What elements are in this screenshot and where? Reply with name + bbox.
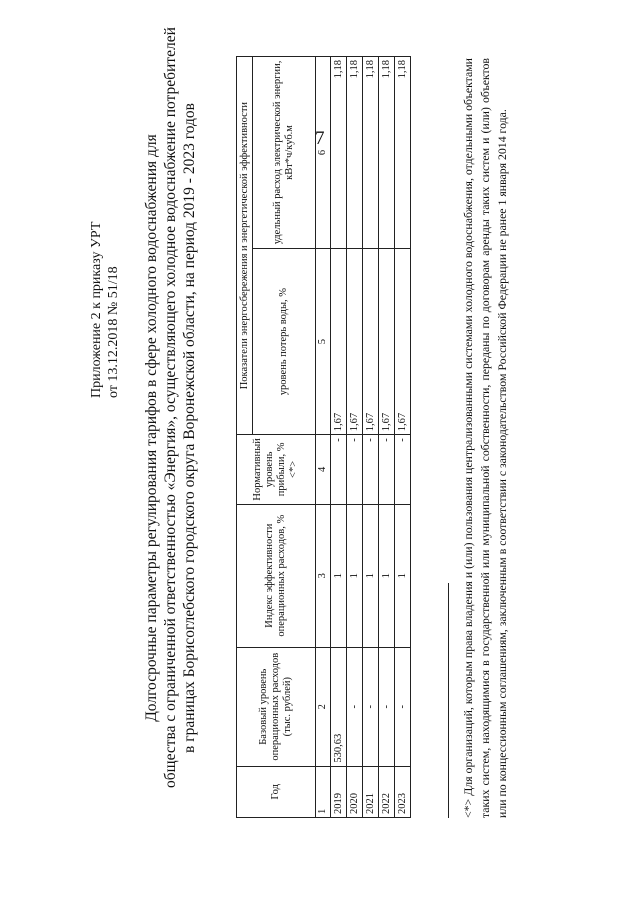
- profit-level-cell: -: [379, 435, 395, 504]
- column-number-row: [316, 57, 331, 818]
- electricity-consumption-cell: 1,18: [347, 57, 363, 249]
- base-opex-cell: -: [347, 647, 363, 766]
- title-line-2: общества с ограниченной ответственностью «Энергия», осуществляющего холодное водоснабжение потребителей: [162, 27, 179, 788]
- column-number: 6: [316, 57, 331, 249]
- profit-level-cell: -: [331, 435, 347, 504]
- year-cell: 2021: [363, 766, 379, 817]
- profit-level-cell: -: [347, 435, 363, 504]
- column-number: 5: [316, 248, 331, 434]
- header-base-opex: Базовый уровень операционных расходов (тыс. рублей): [237, 647, 316, 766]
- water-loss-cell: 1,67: [395, 248, 411, 434]
- tariff-parameters-table: [236, 56, 411, 818]
- profit-level-cell: -: [363, 435, 379, 504]
- table-row: [347, 57, 363, 818]
- table-row: [395, 57, 411, 818]
- title-line-3: в границах Борисоглебского городского округа Воронежской области, на период 2019 - 2023 годов: [181, 103, 198, 753]
- base-opex-cell: 530,63: [331, 647, 347, 766]
- column-number: 1: [316, 766, 331, 817]
- base-opex-cell: -: [395, 647, 411, 766]
- electricity-consumption-cell: 1,18: [331, 57, 347, 249]
- header-electricity-consumption: удельный расход электрической энергии, кВт*ч/куб.м: [253, 57, 316, 249]
- title-line-1: Долгосрочные параметры регулирования тарифов в сфере холодного водоснабжения для: [143, 134, 160, 722]
- document-title: [142, 27, 199, 788]
- header-profit-level: Нормативный уровень прибыли, % <*>: [237, 435, 316, 504]
- table-row: [363, 57, 379, 818]
- water-loss-cell: 1,67: [331, 248, 347, 434]
- year-cell: 2020: [347, 766, 363, 817]
- profit-level-cell: -: [395, 435, 411, 504]
- base-opex-cell: -: [379, 647, 395, 766]
- water-loss-cell: 1,67: [379, 248, 395, 434]
- page-number: 7: [315, 128, 325, 149]
- appendix-line-1: Приложение 2 к приказу УРТ: [89, 221, 104, 398]
- base-opex-cell: -: [363, 647, 379, 766]
- year-cell: 2019: [331, 766, 347, 817]
- table-row: [379, 57, 395, 818]
- column-number: 4: [316, 435, 331, 504]
- water-loss-cell: 1,67: [347, 248, 363, 434]
- water-loss-cell: 1,67: [363, 248, 379, 434]
- appendix-line-2: от 13.12.2018 № 51/18: [106, 266, 121, 398]
- year-cell: 2022: [379, 766, 395, 817]
- electricity-consumption-cell: 1,18: [363, 57, 379, 249]
- efficiency-index-cell: 1: [347, 504, 363, 647]
- column-number: 2: [316, 647, 331, 766]
- footnote-text: <*> Для организаций, которым права владения и (или) пользования централизованными системами холодного водоснабжения, отдельными объектами таких систем, находящимися в государственной или муниципальной собственности, переданы по договорам аренды таких систем и (или) объектов или по концессионным соглашениям, заключенным в соответствии с законодательством Российской Федерации не ранее 1 января 2014 года.: [461, 58, 509, 818]
- electricity-consumption-cell: 1,18: [379, 57, 395, 249]
- efficiency-index-cell: 1: [331, 504, 347, 647]
- rotated-page-content: [84, 27, 544, 818]
- electricity-consumption-cell: 1,18: [395, 57, 411, 249]
- column-number: 3: [316, 504, 331, 647]
- header-energy-indicators: Показатели энергосбережения и энергетической эффективности: [237, 57, 253, 435]
- footnote-separator: [448, 583, 449, 818]
- efficiency-index-cell: 1: [379, 504, 395, 647]
- header-water-loss: уровень потерь воды, %: [253, 248, 316, 434]
- header-year: Год: [237, 766, 316, 817]
- header-efficiency-index: Индекс эффективности операционных расходов, %: [237, 504, 316, 647]
- year-cell: 2023: [395, 766, 411, 817]
- appendix-reference: [88, 38, 122, 398]
- efficiency-index-cell: 1: [395, 504, 411, 647]
- table-row: [331, 57, 347, 818]
- efficiency-index-cell: 1: [363, 504, 379, 647]
